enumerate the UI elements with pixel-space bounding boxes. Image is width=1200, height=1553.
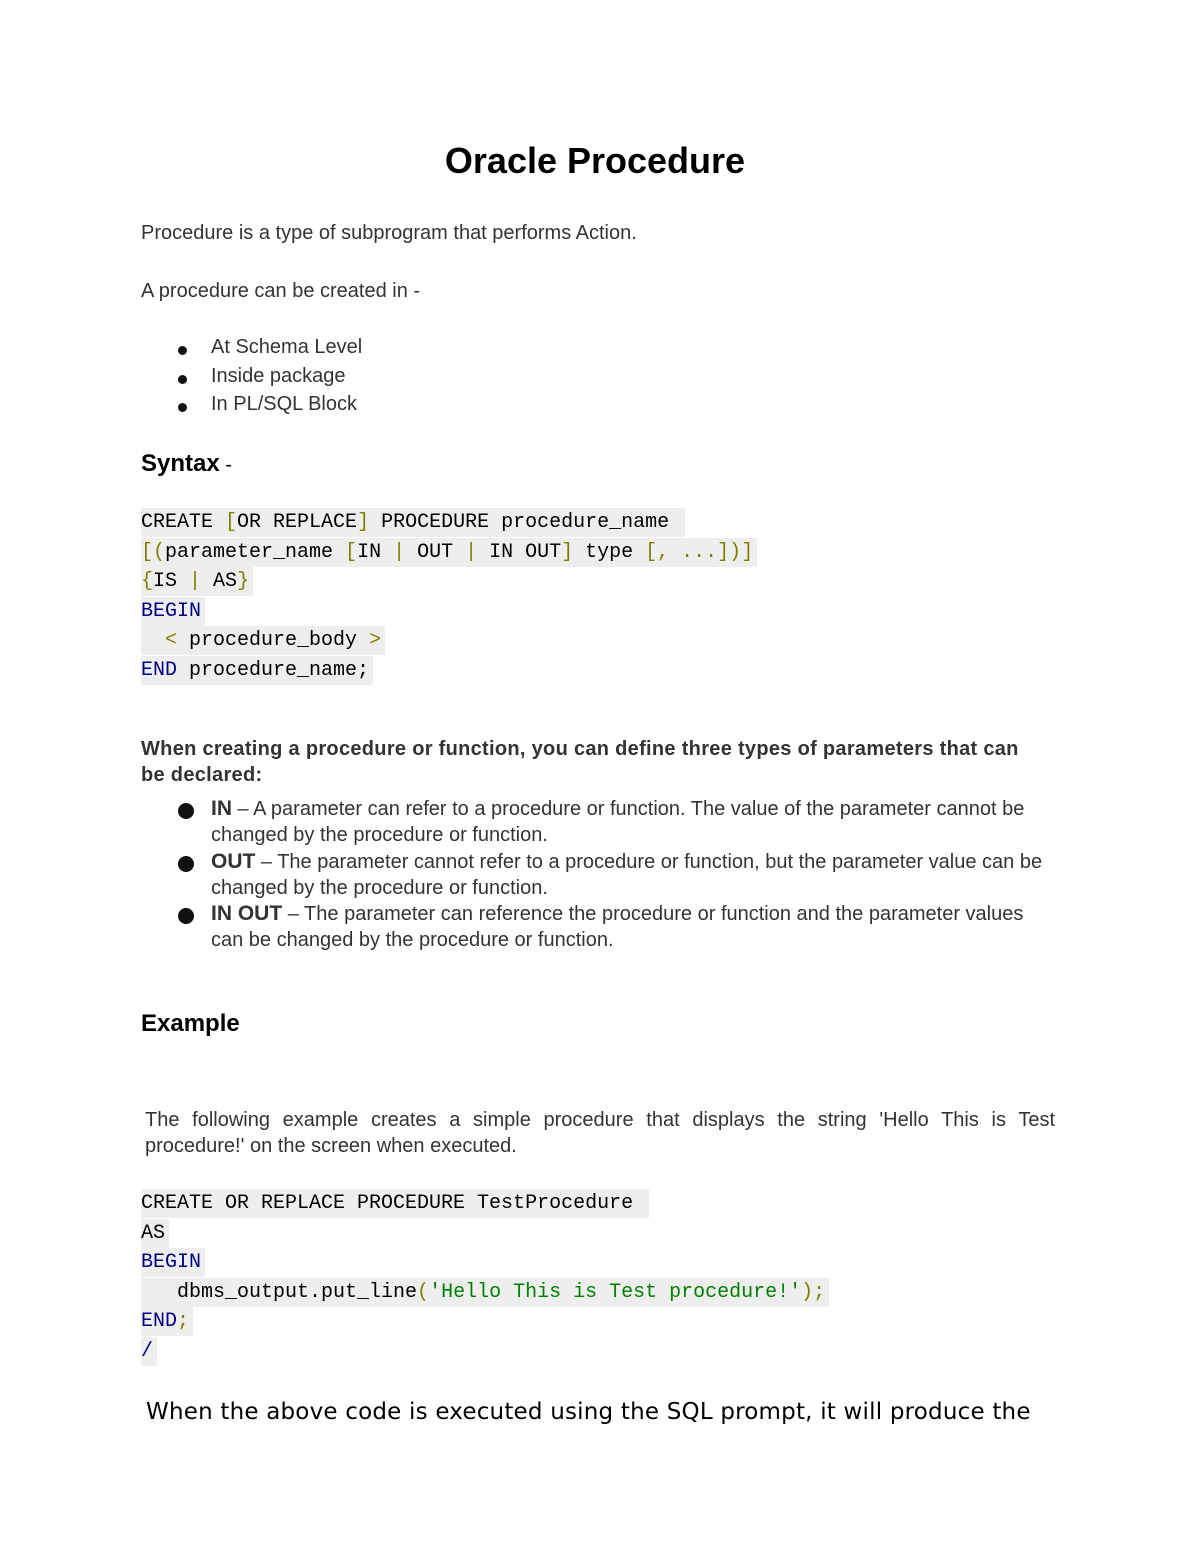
list-item-text [211, 901, 1051, 953]
code-token: dbms_output.put_line [141, 1280, 418, 1304]
code-token [141, 629, 165, 652]
code-line [141, 1278, 829, 1308]
code-line [141, 1337, 829, 1367]
list-item-text: At Schema Level [211, 336, 363, 358]
param-name: IN OUT [211, 902, 283, 925]
list-item-text: In PL/SQL Block [211, 393, 357, 415]
bullet-icon [178, 803, 194, 819]
list-item-text [211, 849, 1051, 901]
code-token: [( [141, 540, 166, 564]
syntax-heading-dash: - [219, 454, 232, 476]
param-name: OUT [211, 850, 256, 873]
code-token: OR REPLACE [237, 511, 358, 534]
syntax-heading [141, 450, 232, 478]
code-token: [, ...])] [645, 540, 754, 564]
code-token: OUT [405, 540, 466, 564]
code-token: parameter_name [165, 540, 346, 564]
code-token: | [393, 540, 406, 564]
code-token: < [165, 629, 178, 652]
list-item-text [211, 796, 1051, 848]
code-token: BEGIN [141, 599, 202, 623]
param-desc: – The parameter cannot refer to a procedure or function, but the parameter value can be changed by the procedure or function. [211, 851, 1043, 899]
code-line [141, 538, 757, 568]
bottom-paragraph: When the above code is executed using the SQL prompt, it will produce the [146, 1399, 1031, 1425]
bullet-icon [178, 908, 194, 924]
code-token: { [141, 570, 154, 593]
code-token: type [573, 540, 646, 564]
example-paragraph: The following example creates a simple procedure that displays the string 'Hello This is Test procedure!' on the screen when executed. [145, 1109, 1055, 1157]
code-line [141, 597, 757, 627]
code-token: IN [357, 540, 394, 564]
code-token: procedure_name; [177, 658, 370, 682]
code-token: [ [345, 540, 358, 564]
created-in-paragraph: A procedure can be created in - [141, 280, 421, 302]
list-item-text: Inside package [211, 365, 346, 387]
code-token: > [369, 629, 382, 652]
code-token: AS [201, 570, 238, 593]
code-line [141, 1248, 829, 1278]
syntax-heading-text: Syntax [141, 450, 220, 477]
bullet-icon [178, 403, 187, 412]
example-code-block [141, 1189, 829, 1366]
code-token: } [237, 570, 250, 593]
code-line [141, 656, 757, 686]
code-token: CREATE OR REPLACE PROCEDURE TestProcedure [141, 1192, 646, 1215]
bullet-icon [178, 346, 187, 355]
code-line [141, 567, 757, 597]
code-token: ; [177, 1310, 190, 1333]
code-token: ); [801, 1280, 826, 1304]
code-token: | [189, 570, 202, 593]
code-line [141, 508, 757, 538]
code-token: | [465, 540, 478, 564]
code-token: IS [153, 570, 190, 593]
code-token: ( [417, 1280, 430, 1304]
code-token: PROCEDURE procedure_name [369, 511, 682, 534]
bullet-icon [178, 375, 187, 384]
code-token: [ [225, 511, 238, 534]
code-token: AS [141, 1221, 166, 1245]
param-name: IN [211, 797, 232, 820]
code-token: 'Hello This is Test procedure!' [429, 1280, 802, 1304]
example-heading: Example [141, 1010, 240, 1037]
code-line [141, 1307, 829, 1337]
code-token: END [141, 658, 178, 682]
code-token: END [141, 1310, 178, 1333]
code-token: IN OUT [477, 540, 562, 564]
bullet-icon [178, 856, 194, 872]
code-line [141, 1219, 829, 1249]
param-desc: – A parameter can refer to a procedure or function. The value of the parameter cannot be changed by the procedure or function. [211, 798, 1025, 846]
syntax-code-block [141, 508, 757, 685]
code-line [141, 626, 757, 656]
code-token: ] [357, 511, 370, 534]
intro-paragraph: Procedure is a type of subprogram that performs Action. [141, 222, 637, 244]
code-line [141, 1189, 829, 1219]
code-token: / [141, 1339, 154, 1363]
code-token: procedure_body [177, 629, 370, 652]
params-intro: When creating a procedure or function, you can define three types of parameters that can be declared: [141, 738, 1019, 786]
code-token: ] [561, 540, 574, 564]
code-token: BEGIN [141, 1251, 202, 1274]
code-token: CREATE [141, 511, 226, 534]
page-title: Oracle Procedure [444, 140, 746, 181]
param-desc: – The parameter can reference the procedure or function and the parameter values can be changed by the procedure or function. [211, 903, 1024, 951]
